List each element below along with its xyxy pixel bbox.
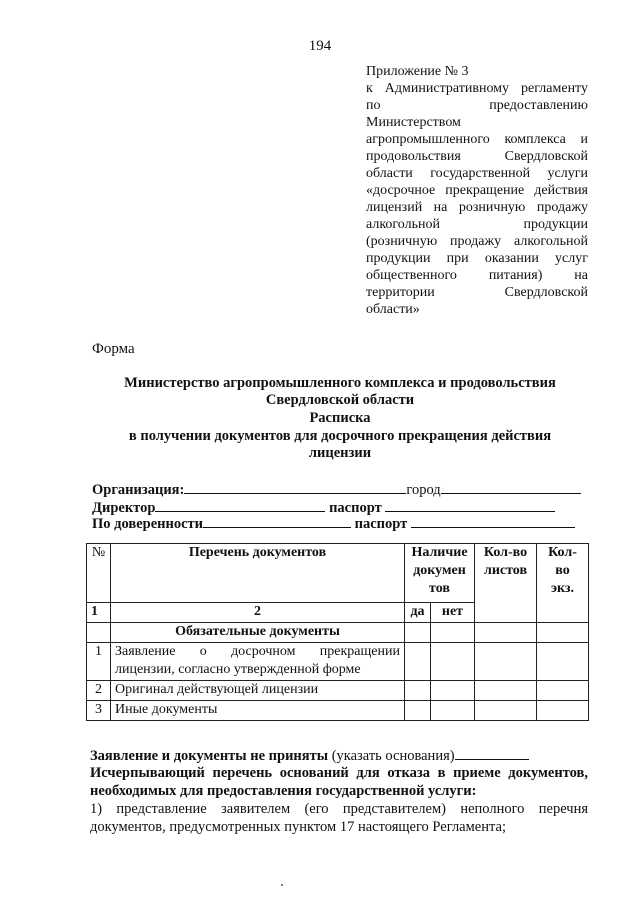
proxy-label: По доверенности bbox=[92, 516, 204, 532]
city-label: город bbox=[406, 482, 441, 498]
index-2: 2 bbox=[111, 603, 405, 623]
proxy-field[interactable] bbox=[203, 513, 351, 528]
item-1-line: 1) представление заявителем (его представителем) неполного перечня bbox=[90, 801, 588, 817]
grounds-line: необходимых для предоставления государственной услуги: bbox=[90, 783, 477, 799]
appendix-line: агропромышленного комплекса и bbox=[366, 132, 588, 147]
appendix-line: по предоставлению bbox=[366, 98, 588, 113]
appendix-line: алкогольной продукции bbox=[366, 217, 588, 232]
table-section-row bbox=[87, 623, 589, 643]
empty-cell bbox=[537, 623, 589, 643]
appendix-line: (розничную продажу алкогольной bbox=[366, 234, 588, 249]
proxy-row bbox=[92, 513, 588, 533]
table-header-row bbox=[87, 544, 589, 603]
organization-label: Организация: bbox=[92, 482, 185, 498]
heading-ministry: Министерство агропромышленного комплекса и продовольствия bbox=[124, 375, 556, 391]
index-1: 1 bbox=[87, 603, 111, 623]
form-label: Форма bbox=[92, 341, 135, 357]
row-num: 1 bbox=[87, 643, 111, 681]
presence-yes-cell[interactable] bbox=[405, 643, 431, 681]
row-text: Иные документы bbox=[111, 701, 405, 721]
director-field[interactable] bbox=[155, 497, 325, 512]
director-passport-field[interactable] bbox=[385, 497, 555, 512]
header-sheets-line: листов bbox=[483, 563, 528, 578]
presence-no: нет bbox=[431, 603, 475, 623]
proxy-passport-field[interactable] bbox=[411, 513, 575, 528]
presence-no-cell[interactable] bbox=[431, 701, 475, 721]
heading-region: Свердловской области bbox=[265, 392, 415, 408]
row-text bbox=[111, 643, 405, 681]
empty-cell bbox=[475, 623, 537, 643]
row-num: 2 bbox=[87, 681, 111, 701]
appendix-line: территории Свердловской bbox=[366, 285, 588, 300]
appendix-line: области государственной услуги bbox=[366, 166, 588, 181]
header-presence-line: докумен bbox=[413, 563, 466, 578]
presence-yes-cell[interactable] bbox=[405, 701, 431, 721]
passport-label-2: паспорт bbox=[354, 516, 408, 532]
heading-receipt: Расписка bbox=[309, 410, 371, 426]
header-presence bbox=[405, 544, 475, 603]
grounds-line: Исчерпывающий перечень оснований для отказа в приеме документов, bbox=[90, 765, 588, 781]
row-text-line: лицензии, согласно утвержденной форме bbox=[115, 662, 361, 677]
appendix-note bbox=[366, 63, 588, 318]
page-number: 194 bbox=[308, 38, 332, 54]
city-field[interactable] bbox=[441, 479, 581, 494]
presence-no-cell[interactable] bbox=[431, 681, 475, 701]
appendix-line: общественного питания) на bbox=[366, 268, 588, 283]
presence-yes-cell[interactable] bbox=[405, 681, 431, 701]
section-title: Обязательные документы bbox=[111, 623, 405, 643]
appendix-line: Министерством bbox=[366, 115, 461, 130]
appendix-line: «досрочное прекращение действия bbox=[366, 183, 588, 198]
table-row bbox=[87, 681, 589, 701]
header-copies-line: экз. bbox=[550, 581, 575, 596]
header-copies-line: Кол- bbox=[548, 545, 577, 560]
documents-table bbox=[86, 543, 589, 721]
passport-label: паспорт bbox=[329, 500, 382, 516]
director-label: Директор bbox=[92, 500, 156, 516]
empty-cell bbox=[405, 623, 431, 643]
copies-cell[interactable] bbox=[537, 643, 589, 681]
appendix-line: к Административному регламенту bbox=[366, 81, 588, 96]
heading-subtitle-2: лицензии bbox=[308, 445, 372, 461]
appendix-line: Приложение № 3 bbox=[366, 64, 469, 79]
appendix-line: области» bbox=[366, 302, 420, 317]
empty-cell bbox=[431, 623, 475, 643]
heading-subtitle: в получении документов для досрочного прекращения действия bbox=[128, 428, 552, 444]
row-num: 3 bbox=[87, 701, 111, 721]
header-num: № bbox=[87, 544, 111, 603]
sheets-cell[interactable] bbox=[475, 701, 537, 721]
appendix-line: продовольствия Свердловской bbox=[366, 149, 588, 164]
header-copies bbox=[537, 544, 589, 623]
row-text-line: Заявление о досрочном прекращении bbox=[115, 644, 400, 659]
organization-field[interactable] bbox=[184, 479, 406, 494]
not-accepted-field[interactable] bbox=[455, 745, 529, 760]
sheets-cell[interactable] bbox=[475, 643, 537, 681]
header-sheets-line: Кол-во bbox=[483, 545, 528, 560]
header-sheets bbox=[475, 544, 537, 623]
not-accepted-label: Заявление и документы не приняты bbox=[90, 748, 329, 764]
presence-yes: да bbox=[405, 603, 431, 623]
appendix-line: продукции при оказании услуг bbox=[366, 251, 588, 266]
copies-cell[interactable] bbox=[537, 681, 589, 701]
header-presence-line: тов bbox=[429, 581, 450, 596]
grounds-block bbox=[90, 764, 588, 836]
copies-cell[interactable] bbox=[537, 701, 589, 721]
header-list: Перечень документов bbox=[111, 544, 405, 603]
not-accepted-hint: (указать основания) bbox=[331, 748, 455, 764]
presence-no-cell[interactable] bbox=[431, 643, 475, 681]
header-presence-line: Наличие bbox=[411, 545, 468, 560]
table-row bbox=[87, 643, 589, 681]
item-1-line: документов, предусмотренных пунктом 17 настоящего Регламента; bbox=[90, 819, 506, 835]
organization-row bbox=[92, 479, 588, 499]
scan-dot bbox=[281, 884, 283, 886]
empty-cell bbox=[87, 623, 111, 643]
sheets-cell[interactable] bbox=[475, 681, 537, 701]
row-text: Оригинал действующей лицензии bbox=[111, 681, 405, 701]
appendix-line: лицензий на розничную продажу bbox=[366, 200, 588, 215]
table-row bbox=[87, 701, 589, 721]
header-copies-line: во bbox=[555, 563, 570, 578]
not-accepted-line bbox=[90, 745, 588, 765]
